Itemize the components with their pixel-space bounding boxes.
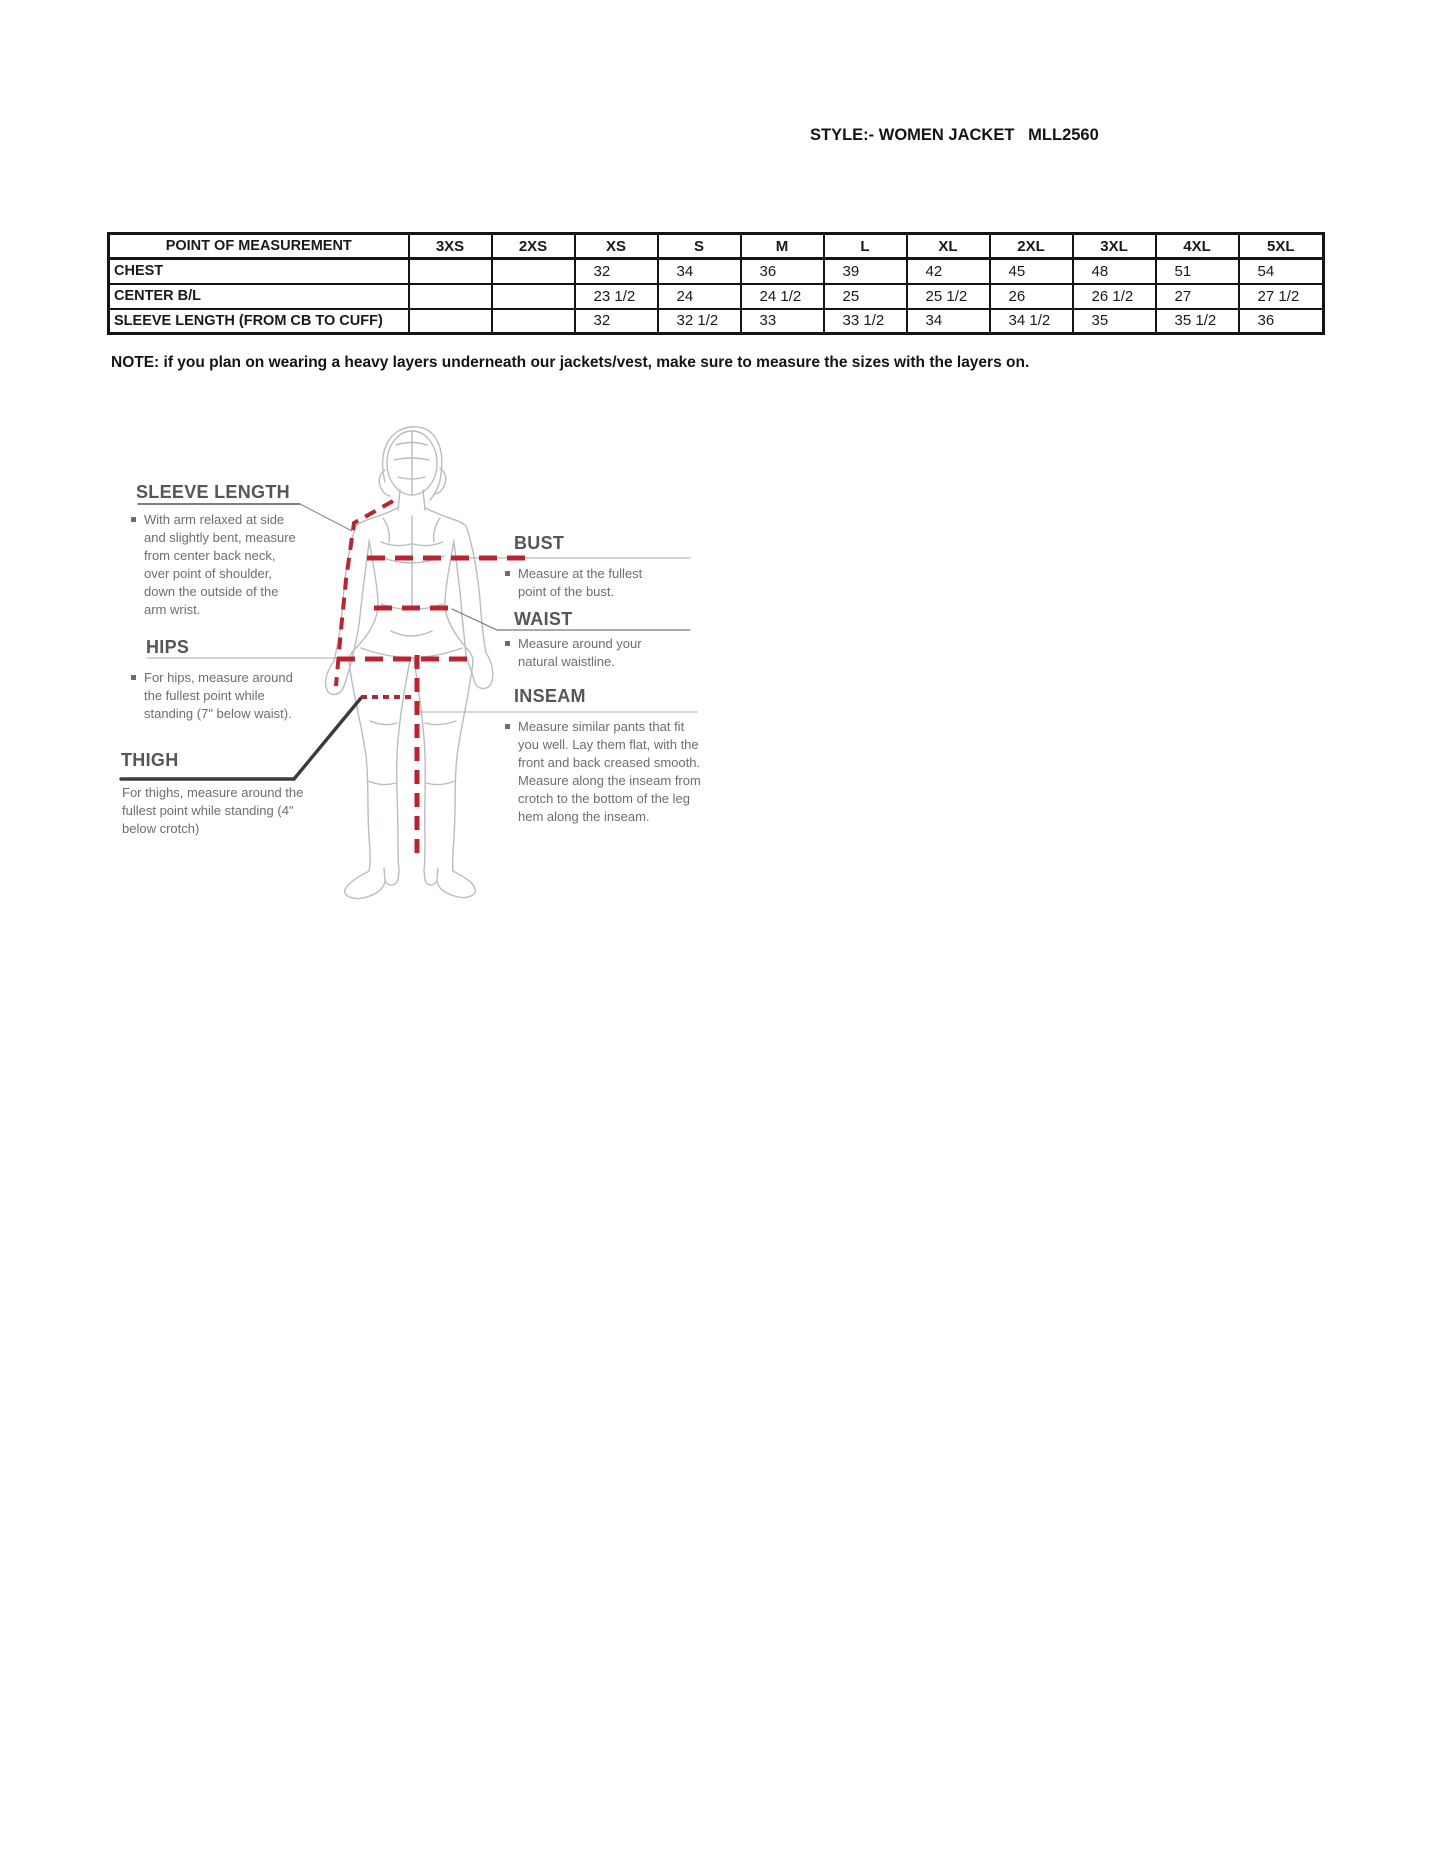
note-text: NOTE: if you plan on wearing a heavy layers underneath our jackets/vest, make sure to measure the sizes with the layers on. bbox=[111, 354, 1030, 371]
inseam-text: Measure similar pants that fit you well. Lay them flat, with the front and back creased smooth. Measure along the inseam from crotch to the bottom of the leg hem along the inseam. bbox=[518, 719, 701, 824]
row-label: SLEEVE LENGTH (FROM CB TO CUFF) bbox=[109, 309, 409, 334]
bullet-icon bbox=[131, 675, 136, 680]
sleeve-length-description bbox=[131, 511, 303, 619]
size-value bbox=[409, 284, 492, 309]
size-value: 25 bbox=[824, 284, 907, 309]
column-header: XS bbox=[575, 234, 658, 259]
page-title: STYLE:- WOMEN JACKET MLL2560 bbox=[810, 126, 1099, 144]
size-value bbox=[492, 259, 575, 284]
size-value: 24 1/2 bbox=[741, 284, 824, 309]
size-value: 39 bbox=[824, 259, 907, 284]
column-header: 2XL bbox=[990, 234, 1073, 259]
hips-heading: HIPS bbox=[146, 637, 190, 657]
waist-description bbox=[505, 635, 657, 671]
column-header: 3XS bbox=[409, 234, 492, 259]
size-value: 27 bbox=[1156, 284, 1239, 309]
column-header: M bbox=[741, 234, 824, 259]
column-header: 5XL bbox=[1239, 234, 1324, 259]
size-value: 35 bbox=[1073, 309, 1156, 334]
waist-text: Measure around your natural waistline. bbox=[518, 636, 642, 669]
size-value: 23 1/2 bbox=[575, 284, 658, 309]
table-header-row bbox=[109, 234, 1324, 259]
size-value: 24 bbox=[658, 284, 741, 309]
column-header: 2XS bbox=[492, 234, 575, 259]
size-value bbox=[492, 309, 575, 334]
bullet-icon bbox=[505, 724, 510, 729]
size-value: 26 1/2 bbox=[1073, 284, 1156, 309]
size-chart-table bbox=[107, 232, 1325, 335]
size-value: 42 bbox=[907, 259, 990, 284]
size-value: 26 bbox=[990, 284, 1073, 309]
size-value: 34 bbox=[658, 259, 741, 284]
size-value: 48 bbox=[1073, 259, 1156, 284]
bust-text: Measure at the fullest point of the bust. bbox=[518, 566, 643, 599]
size-value: 33 bbox=[741, 309, 824, 334]
hips-text: For hips, measure around the fullest point while standing (7" below waist). bbox=[144, 670, 293, 721]
size-value: 34 1/2 bbox=[990, 309, 1073, 334]
figure-outline bbox=[326, 427, 493, 899]
size-value: 33 1/2 bbox=[824, 309, 907, 334]
table-row bbox=[109, 284, 1324, 309]
bullet-icon bbox=[505, 571, 510, 576]
size-value: 45 bbox=[990, 259, 1073, 284]
table-row bbox=[109, 309, 1324, 334]
thigh-text: For thighs, measure around the fullest point while standing (4" below crotch) bbox=[122, 785, 304, 836]
measure-lines bbox=[336, 501, 530, 858]
column-header: L bbox=[824, 234, 907, 259]
bullet-icon bbox=[131, 517, 136, 522]
bust-heading: BUST bbox=[514, 533, 565, 553]
sleeve-length-text: With arm relaxed at side and slightly bent, measure from center back neck, over point of shoulder, down the outside of the arm wrist. bbox=[144, 512, 296, 617]
size-value: 36 bbox=[1239, 309, 1324, 334]
size-value: 32 bbox=[575, 259, 658, 284]
size-value: 54 bbox=[1239, 259, 1324, 284]
size-value: 36 bbox=[741, 259, 824, 284]
size-value: 34 bbox=[907, 309, 990, 334]
size-value: 27 1/2 bbox=[1239, 284, 1324, 309]
size-value: 25 1/2 bbox=[907, 284, 990, 309]
hips-description bbox=[131, 669, 311, 723]
thigh-description bbox=[122, 784, 317, 838]
column-header: 3XL bbox=[1073, 234, 1156, 259]
sleeve-length-heading: SLEEVE LENGTH bbox=[136, 482, 290, 502]
row-label: CHEST bbox=[109, 259, 409, 284]
size-value: 51 bbox=[1156, 259, 1239, 284]
inseam-description bbox=[505, 718, 703, 826]
column-header: POINT OF MEASUREMENT bbox=[109, 234, 409, 259]
measurement-diagram bbox=[0, 390, 760, 930]
bust-description bbox=[505, 565, 673, 601]
size-value: 32 1/2 bbox=[658, 309, 741, 334]
column-header: S bbox=[658, 234, 741, 259]
thigh-heading: THIGH bbox=[121, 750, 179, 770]
column-header: XL bbox=[907, 234, 990, 259]
size-value bbox=[492, 284, 575, 309]
bullet-icon bbox=[505, 641, 510, 646]
size-value bbox=[409, 259, 492, 284]
waist-heading: WAIST bbox=[514, 609, 573, 629]
column-header: 4XL bbox=[1156, 234, 1239, 259]
row-label: CENTER B/L bbox=[109, 284, 409, 309]
table-row bbox=[109, 259, 1324, 284]
inseam-heading: INSEAM bbox=[514, 686, 586, 706]
size-value: 32 bbox=[575, 309, 658, 334]
size-value bbox=[409, 309, 492, 334]
size-value: 35 1/2 bbox=[1156, 309, 1239, 334]
